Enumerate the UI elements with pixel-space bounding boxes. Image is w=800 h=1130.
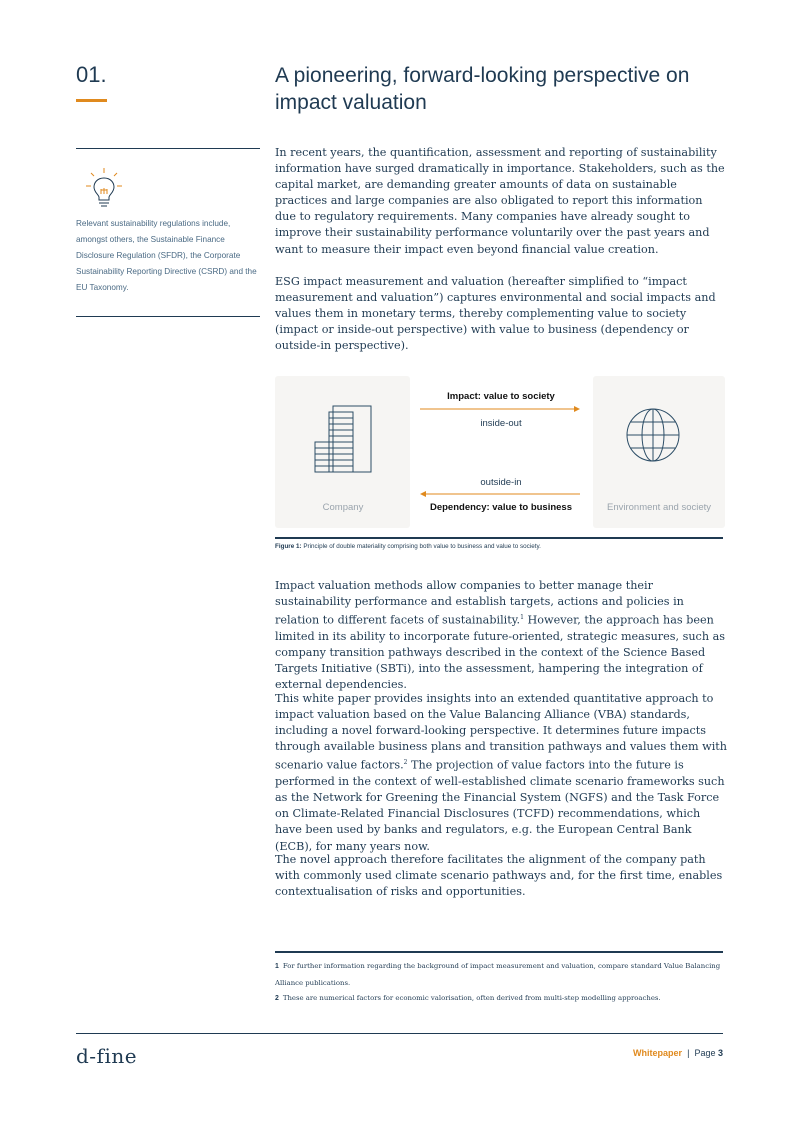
figure-caption: [275, 543, 541, 550]
footnote-1: [275, 958, 725, 991]
caption-prefix: Figure 1:: [275, 543, 302, 550]
footer-page-info: [633, 1048, 723, 1058]
dependency-label: Dependency: value to business: [429, 502, 573, 513]
section-number: 01.: [76, 62, 107, 87]
p3-part-b: However, the approach has been limited in its ability to incorporate future-oriented, strategic measures, such as company transition pathways described in the context of the Science Based Targets Initiative (SBTi), into the assessment, hampering the integration of external dependencies.: [275, 613, 725, 692]
environment-label: Environment and society: [606, 502, 712, 513]
footnote-2-text: These are numerical factors for economic valorisation, often derived from multi-step modelling approaches.: [282, 994, 661, 1002]
company-label: Company: [322, 502, 364, 513]
p3-part-a: Impact valuation methods allow companies to better manage their sustainability performance and establish targets, actions and policies in relation to different facets of sustainability.: [275, 579, 684, 627]
body-paragraph-2: ESG impact measurement and valuation (hereafter simplified to “impact measurement and valuation”) captures environmental and social impacts and values them in monetary terms, thereby complementing value to society (impact or inside-out perspective) with value to business (dependency or outside-in perspective).: [275, 275, 716, 353]
footer-separator: |: [687, 1048, 690, 1058]
footnote-1-text: For further information regarding the background of impact measurement and valuation, compare standard Value Balancing Alliance publications.: [275, 962, 721, 987]
footnote-ref-2[interactable]: 2: [403, 759, 408, 767]
body-paragraph-5: The novel approach therefore facilitates the alignment of the company path with commonly used climate scenario pathways and, for the first time, enables contextualisation of risks and opportunities.: [275, 853, 723, 899]
page-title: A pioneering, forward-looking perspective on impact valuation: [275, 64, 690, 114]
dependency-arrow: [420, 491, 580, 497]
p4-part-a: This white paper provides insights into an extended quantitative approach to impact valuation based on the Value Balancing Alliance (VBA) standards, including a novel forward-looking perspective. It determines future impacts through available business plans and transition pathways and values them with scenario value factors.: [275, 692, 728, 773]
body-paragraph-4: [275, 691, 727, 855]
footnote-rule: [275, 951, 723, 953]
double-materiality-figure: [275, 376, 725, 528]
outside-in-label: outside-in: [480, 477, 522, 488]
building-icon: [315, 406, 371, 472]
figure-rule: [275, 537, 723, 539]
body-paragraph-1: In recent years, the quantification, assessment and reporting of sustainability information have surged dramatically in importance. Stakeholders, such as the capital market, are demanding greater amounts of data on sustainable practices and large companies are also obligated to report this information due to regulatory requirements. Many companies have already sought to improve their sustainability performance voluntarily over the past years and want to measure their impact even beyond financial value creation.: [275, 146, 725, 256]
impact-label: Impact: value to society: [447, 391, 555, 402]
footer-page-label: Page: [694, 1048, 716, 1058]
sidebar-note: Relevant sustainability regulations include, amongst others, the Sustainable Finance Disclosure Regulation (SFDR), the Corporate Sustainability Reporting Directive (CSRD) and the EU Taxonomy.: [76, 219, 257, 292]
caption-text: Principle of double materiality comprising both value to business and value to society.: [301, 543, 541, 550]
section-accent-rule: [76, 99, 107, 102]
globe-icon: [627, 409, 679, 461]
footer-rule: [76, 1033, 723, 1034]
footer-doc-type: Whitepaper: [633, 1048, 683, 1058]
footnote-ref-1[interactable]: 1: [520, 614, 524, 622]
inside-out-label: inside-out: [480, 418, 522, 429]
lightbulb-icon: [82, 166, 126, 210]
impact-arrow: [420, 406, 580, 412]
d-fine-logo: d-fine: [76, 1044, 138, 1068]
p4-part-b: The projection of value factors into the future is performed in the context of well-established climate scenario frameworks such as the Network for Greening the Financial System (NGFS) and the Task Force on Climate-Related Financial Disclosures (TCFD) recommendations, which have been used by banks and regulators, e.g. the European Central Bank (ECB), for many years now.: [275, 759, 725, 853]
footnote-2: [275, 990, 725, 1007]
footnote-2-number: 2: [275, 995, 279, 1002]
body-paragraph-3: [275, 578, 727, 693]
sidebar-top-rule: [76, 148, 260, 149]
sidebar-bottom-rule: [76, 316, 260, 317]
footer-page-number: 3: [717, 1048, 723, 1058]
footnote-1-number: 1: [275, 963, 279, 970]
